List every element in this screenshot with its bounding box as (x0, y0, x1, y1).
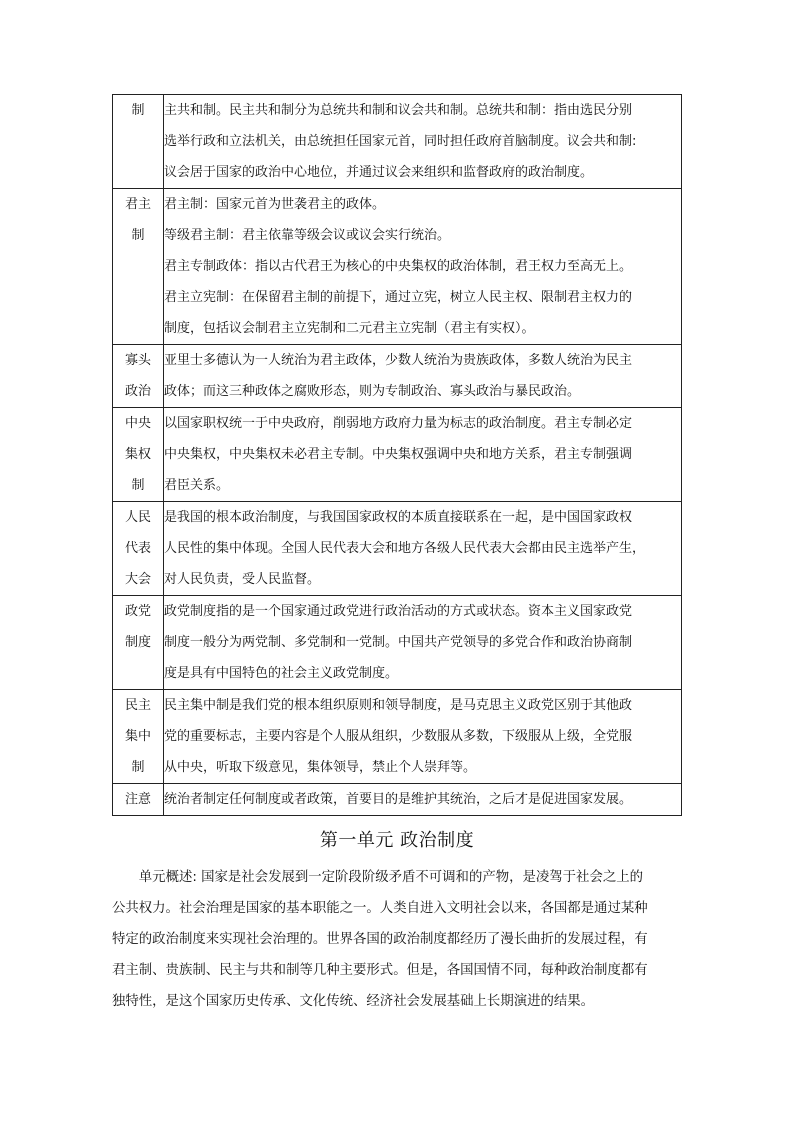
term-label: 政治 (124, 384, 151, 399)
definition-text: 党的重要标志，主要内容是个人服从组织，少数服从多数，下级服从上级，全党服 (164, 729, 633, 744)
definition-text: 亚里士多德认为一人统治为君主政体，少数人统治为贵族政体，多数人统治为民主 (164, 353, 633, 368)
definition-cell (164, 502, 682, 596)
definition-cell (164, 189, 682, 345)
terms-table-body (113, 95, 682, 816)
table-row (113, 345, 682, 408)
terms-table (112, 94, 682, 816)
definition-text: 以国家职权统一于中央政府，削弱地方政府力量为标志的政治制度。君主专制必定 (164, 416, 633, 431)
definition-cell (164, 784, 682, 816)
definition-cell (164, 408, 682, 502)
term-label: 中央 (124, 416, 151, 431)
summary-line: 单元概述: 国家是社会发展到一定阶段阶级矛盾不可调和的产物，是凌驾于社会之上的 (138, 870, 644, 885)
summary-line: 公共权力。社会治理是国家的基本职能之一。人类自进入文明社会以来，各国都是通过某种 (112, 901, 648, 916)
table-row (113, 784, 682, 816)
term-label: 民主 (124, 698, 151, 713)
term-label: 君主 (124, 197, 151, 212)
definition-text: 政党制度指的是一个国家通过政党进行政治活动的方式或状态。资本主义国家政党 (164, 604, 633, 619)
unit-summary (112, 862, 682, 1017)
term-label: 大会 (124, 572, 151, 587)
term-label: 制 (131, 478, 145, 493)
term-label: 注意 (124, 792, 151, 807)
summary-line: 独特性，是这个国家历史传承、文化传统、经济社会发展基础上长期演进的结果。 (112, 994, 595, 1009)
definition-text: 人民性的集中体现。全国人民代表大会和地方各级人民代表大会都由民主选举产生， (164, 541, 646, 556)
definition-text: 君主专制政体：指以古代君王为核心的中央集权的政治体制，君王权力至高无上。 (164, 259, 633, 274)
definition-text: 主共和制。民主共和制分为总统共和制和议会共和制。总统共和制：指由选民分别 (164, 103, 633, 118)
definition-text: 统治者制定任何制度或者政策，首要目的是维护其统治，之后才是促进国家发展。 (164, 792, 633, 807)
definition-text: 选举行政和立法机关，由总统担任国家元首，同时担任政府首脑制度。议会共和制: (164, 134, 637, 149)
term-label: 寡头 (124, 353, 151, 368)
definition-text: 君主立宪制：在保留君主制的前提下，通过立宪，树立人民主权、限制君主权力的 (164, 290, 633, 305)
term-label: 制 (131, 760, 145, 775)
term-cell (113, 596, 164, 690)
definition-text: 度是具有中国特色的社会主义政党制度。 (164, 666, 399, 681)
definition-cell (164, 690, 682, 784)
term-cell (113, 784, 164, 816)
term-cell (113, 345, 164, 408)
term-cell (113, 408, 164, 502)
definition-text: 君臣关系。 (164, 478, 230, 493)
term-label: 人民 (124, 510, 151, 525)
table-row (113, 408, 682, 502)
definition-text: 政体；而这三种政体之腐败形态，则为专制政治、寡头政治与暴民政治。 (164, 384, 581, 399)
term-cell (113, 502, 164, 596)
term-cell (113, 95, 164, 189)
definition-text: 等级君主制：君主依靠等级会议或议会实行统治。 (164, 228, 451, 243)
summary-line: 君主制、贵族制、民主与共和制等几种主要形式。但是，各国国情不同，每种政治制度都有 (112, 963, 648, 978)
definition-text: 制度一般分为两党制、多党制和一党制。中国共产党领导的多党合作和政治协商制 (164, 635, 633, 650)
unit-title: 第一单元 政治制度 (319, 830, 475, 851)
term-label: 政党 (124, 604, 151, 619)
term-label: 集权 (124, 447, 151, 462)
term-cell (113, 690, 164, 784)
term-label: 集中 (124, 729, 151, 744)
definition-cell (164, 345, 682, 408)
term-cell (113, 189, 164, 345)
definition-text: 君主制：国家元首为世袭君主的政体。 (164, 197, 386, 212)
definition-text: 对人民负责，受人民监督。 (164, 572, 321, 587)
definition-text: 议会居于国家的政治中心地位，并通过议会来组织和监督政府的政治制度。 (164, 165, 594, 180)
table-row (113, 690, 682, 784)
table-row (113, 596, 682, 690)
term-label: 制度 (124, 635, 151, 650)
table-row (113, 95, 682, 189)
term-label: 制 (131, 103, 145, 118)
term-label: 代表 (124, 541, 151, 556)
definition-cell (164, 596, 682, 690)
definition-cell (164, 95, 682, 189)
definition-text: 制度，包括议会制君主立宪制和二元君主立宪制（君主有实权）。 (164, 321, 535, 336)
table-row (113, 502, 682, 596)
definition-text: 是我国的根本政治制度，与我国国家政权的本质直接联系在一起，是中国国家政权 (164, 510, 633, 525)
definition-text: 民主集中制是我们党的根本组织原则和领导制度，是马克思主义政党区别于其他政 (164, 698, 633, 713)
definition-text: 从中央，听取下级意见，集体领导，禁止个人崇拜等。 (164, 760, 477, 775)
table-row (113, 189, 682, 345)
term-label: 制 (131, 228, 145, 243)
definition-text: 中央集权，中央集权未必君主专制。中央集权强调中央和地方关系，君主专制强调 (164, 447, 633, 462)
summary-line: 特定的政治制度来实现社会治理的。世界各国的政治制度都经历了漫长曲折的发展过程，有 (112, 932, 648, 947)
